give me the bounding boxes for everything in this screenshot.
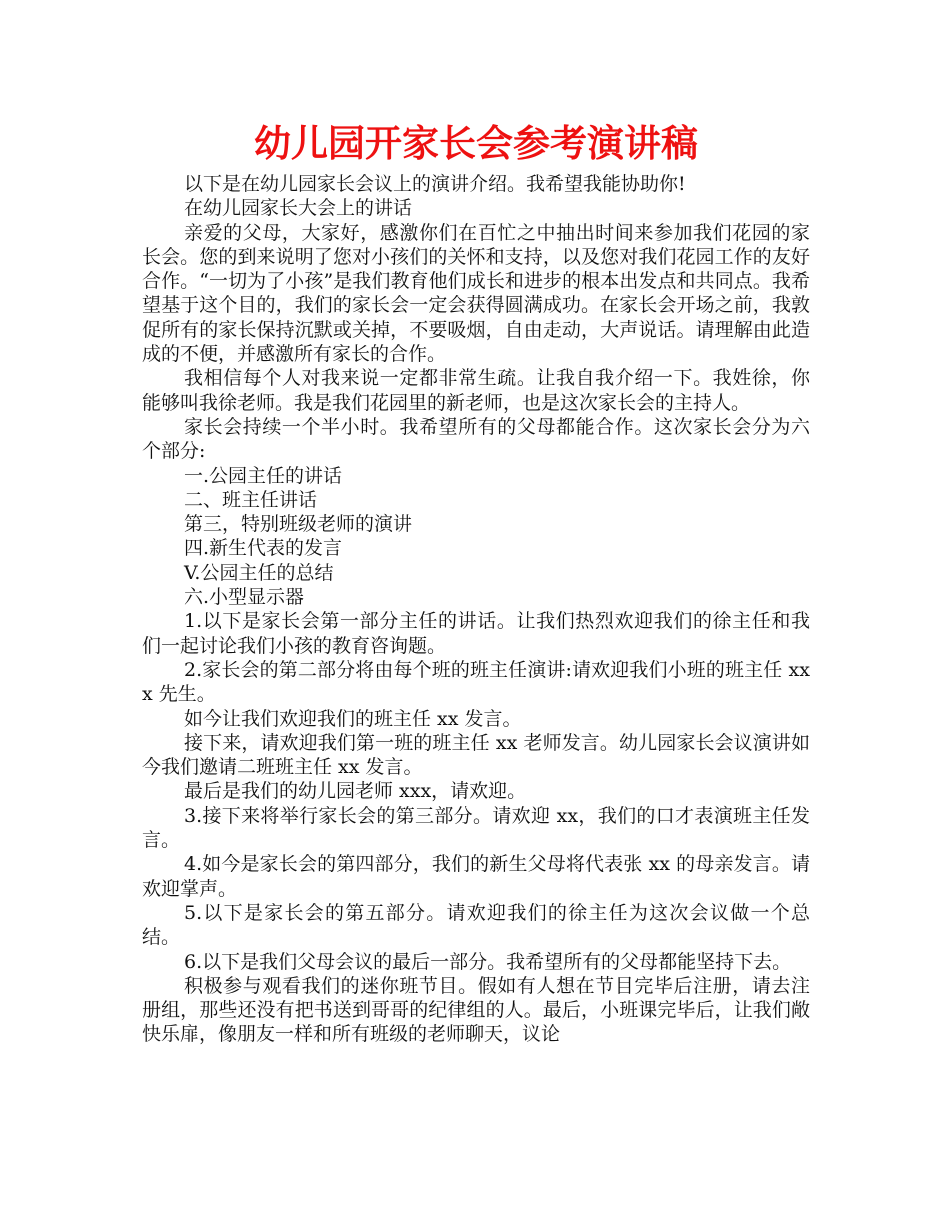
agenda-item-3: 第三，特别班级老师的演讲 [184,513,413,536]
paragraph-part-2-b: 接下来，请欢迎我们第一班的班主任 xx 老师发言。幼儿园家长会议演讲如今我们邀请二班班主任 xx 发言。 [142,731,810,779]
paragraph-part-2-c: 最后是我们的幼儿园老师 xxx，请欢迎。 [184,780,527,803]
agenda-item-5: V.公园主任的总结 [184,561,334,584]
paragraph-closing: 积极参与观看我们的迷你班节目。假如有人想在节目完毕后注册，请去注册组，那些还没有把书送到哥哥的纪律组的人。最后，小班课完毕后，让我们敞快乐扉，像朋友一样和所有班级的老师聊天，议论 [142,974,810,1046]
paragraph-part-4: 4.如今是家长会的第四部分，我们的新生父母将代表张 xx 的母亲发言。请欢迎掌声。 [142,853,810,900]
paragraph-part-6: 6.以下是我们父母会议的最后一部分。我希望所有的父母都能坚持下去。 [184,950,792,973]
paragraph-part-2-a: 如今让我们欢迎我们的班主任 xx 发言。 [184,707,522,730]
document-body [142,172,810,1047]
paragraph-part-5: 5.以下是家长会的第五部分。请欢迎我们的徐主任为这次会议做一个总结。 [142,901,810,949]
paragraph-intro: 以下是在幼儿园家长会议上的演讲介绍。我希望我能协助你! [184,173,686,195]
paragraph-part-3: 3.接下来将举行家长会的第三部分。请欢迎 xx，我们的口才表演班主任发言。 [142,804,810,852]
paragraph-part-1: 1.以下是家长会第一部分主任的讲话。让我们热烈欢迎我们的徐主任和我们一起讨论我们小孩的教育咨询题。 [142,610,810,657]
agenda-item-2: 二、班主任讲话 [184,488,318,511]
document-title: 幼儿园开家长会参考演讲稿 [254,122,698,165]
agenda-item-6: 六.小型显示器 [184,586,305,609]
paragraph-self-introduction: 我相信每个人对我来说一定都非常生疏。让我自我介绍一下。我姓徐，你能够叫我徐老师。我是我们花园里的新老师，也是这次家长会的主持人。 [142,367,810,414]
paragraph-agenda-intro: 家长会持续一个半小时。我希望所有的父母都能合作。这次家长会分为六个部分: [142,415,810,463]
paragraph-part-2: 2.家长会的第二部分将由每个班的班主任演讲:请欢迎我们小班的班主任 xxx 先生。 [142,658,810,706]
paragraph-greeting: 亲爱的父母，大家好，感激你们在百忙之中抽出时间来参加我们花园的家长会。您的到来说明了您对小孩们的关怀和支持，以及您对我们花园工作的友好合作。“一切为了小孩”是我们教育他们成长和进步的根本出发点和共同点。我希望基于这个目的，我们的家长会一定会获得圆满成功。在家长会开场之前，我敦促所有的家长保持沉默或关掉，不要吸烟，自由走动，大声说话。请理解由此造成的不便，并感激所有家长的合作。 [142,221,810,366]
agenda-item-4: 四.新生代表的发言 [184,537,343,560]
agenda-item-1: 一.公园主任的讲话 [184,464,343,487]
document-page [142,116,810,1047]
paragraph-subtitle: 在幼儿园家长大会上的讲话 [184,197,413,220]
